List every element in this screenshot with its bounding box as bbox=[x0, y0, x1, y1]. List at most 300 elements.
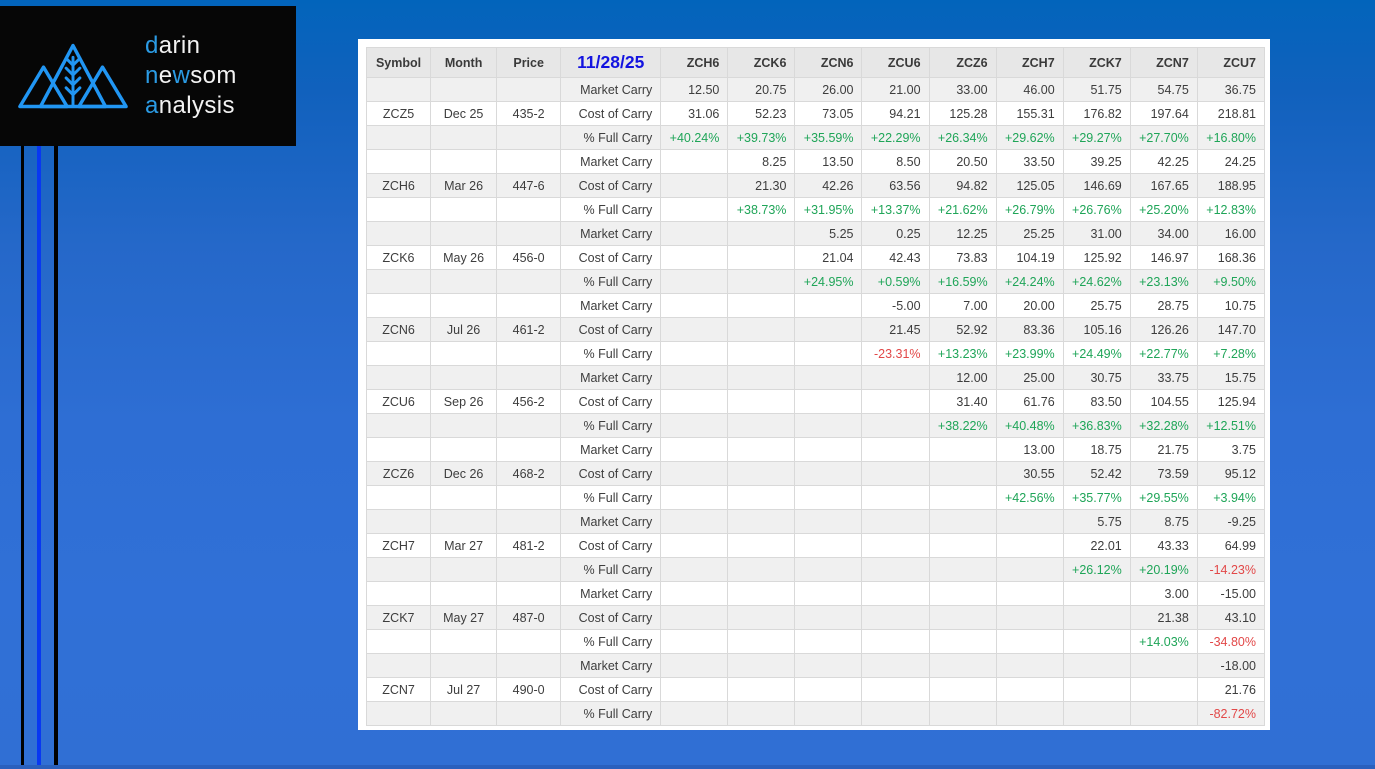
cell-value-zch6 bbox=[661, 654, 728, 678]
cell-value-zck7 bbox=[1063, 630, 1130, 654]
cell-value-zcz6 bbox=[929, 510, 996, 534]
brand-letter-d: d bbox=[145, 32, 159, 59]
cell-value-zcn6 bbox=[795, 294, 862, 318]
brand-letter-w: w bbox=[172, 62, 191, 89]
cell-value-zcz6: +16.59% bbox=[929, 270, 996, 294]
cell-price bbox=[497, 342, 561, 366]
cell-value-zcn6 bbox=[795, 342, 862, 366]
cell-value-zck6: +39.73% bbox=[728, 126, 795, 150]
cell-price bbox=[497, 654, 561, 678]
cell-symbol bbox=[367, 198, 431, 222]
column-header-price: Price bbox=[497, 48, 561, 78]
cell-value-zck7 bbox=[1063, 678, 1130, 702]
cell-value-zcn7: 197.64 bbox=[1130, 102, 1197, 126]
cell-value-zck6 bbox=[728, 270, 795, 294]
cell-row-label: Cost of Carry bbox=[561, 318, 661, 342]
table-row bbox=[367, 678, 1265, 702]
cell-value-zch6 bbox=[661, 606, 728, 630]
cell-value-zcn6 bbox=[795, 462, 862, 486]
cell-value-zch7: 155.31 bbox=[996, 102, 1063, 126]
cell-value-zcu7: +12.51% bbox=[1197, 414, 1264, 438]
cell-value-zcz6: 94.82 bbox=[929, 174, 996, 198]
cell-row-label: Market Carry bbox=[561, 438, 661, 462]
cell-value-zck6: 8.25 bbox=[728, 150, 795, 174]
cell-value-zch7: 13.00 bbox=[996, 438, 1063, 462]
cell-value-zcu7: -82.72% bbox=[1197, 702, 1264, 726]
column-header-zcz6: ZCZ6 bbox=[929, 48, 996, 78]
cell-value-zch7: 83.36 bbox=[996, 318, 1063, 342]
cell-value-zcz6: 73.83 bbox=[929, 246, 996, 270]
cell-value-zcu7: 218.81 bbox=[1197, 102, 1264, 126]
cell-value-zch6: 31.06 bbox=[661, 102, 728, 126]
cell-symbol bbox=[367, 702, 431, 726]
cell-value-zch6 bbox=[661, 150, 728, 174]
cell-value-zcn6 bbox=[795, 534, 862, 558]
brand-text: nalysis bbox=[158, 92, 235, 119]
cell-value-zcu6: +13.37% bbox=[862, 198, 929, 222]
brand-letter-n: n bbox=[145, 62, 159, 89]
cell-price bbox=[497, 198, 561, 222]
table-row bbox=[367, 150, 1265, 174]
vertical-line-blue bbox=[37, 146, 41, 766]
cell-value-zcu7: 36.75 bbox=[1197, 78, 1264, 102]
cell-value-zcu6: 94.21 bbox=[862, 102, 929, 126]
cell-value-zcu7: 15.75 bbox=[1197, 366, 1264, 390]
cell-value-zcn6 bbox=[795, 654, 862, 678]
cell-value-zcn7: 3.00 bbox=[1130, 582, 1197, 606]
cell-value-zck6 bbox=[728, 318, 795, 342]
cell-value-zch7: +42.56% bbox=[996, 486, 1063, 510]
cell-price: 481-2 bbox=[497, 534, 561, 558]
cell-symbol: ZCN7 bbox=[367, 678, 431, 702]
table-row bbox=[367, 318, 1265, 342]
cell-value-zck6: +38.73% bbox=[728, 198, 795, 222]
cell-value-zcu7: -18.00 bbox=[1197, 654, 1264, 678]
cell-value-zcz6 bbox=[929, 558, 996, 582]
cell-value-zcn7: +32.28% bbox=[1130, 414, 1197, 438]
cell-month bbox=[431, 486, 497, 510]
cell-value-zcz6 bbox=[929, 486, 996, 510]
cell-value-zcz6: 33.00 bbox=[929, 78, 996, 102]
cell-value-zck7: 125.92 bbox=[1063, 246, 1130, 270]
cell-value-zck7: 31.00 bbox=[1063, 222, 1130, 246]
cell-row-label: % Full Carry bbox=[561, 702, 661, 726]
cell-symbol bbox=[367, 150, 431, 174]
cell-value-zck7: +24.49% bbox=[1063, 342, 1130, 366]
cell-value-zcn6 bbox=[795, 414, 862, 438]
cell-value-zck6 bbox=[728, 702, 795, 726]
cell-row-label: Market Carry bbox=[561, 78, 661, 102]
cell-price bbox=[497, 366, 561, 390]
cell-symbol: ZCN6 bbox=[367, 318, 431, 342]
cell-symbol bbox=[367, 342, 431, 366]
table-row bbox=[367, 630, 1265, 654]
cell-month bbox=[431, 294, 497, 318]
cell-value-zch7 bbox=[996, 558, 1063, 582]
cell-value-zcu6 bbox=[862, 462, 929, 486]
cell-value-zch7: 25.00 bbox=[996, 366, 1063, 390]
column-header-zcu6: ZCU6 bbox=[862, 48, 929, 78]
cell-value-zch6 bbox=[661, 678, 728, 702]
cell-row-label: % Full Carry bbox=[561, 126, 661, 150]
table-row bbox=[367, 342, 1265, 366]
cell-value-zcn7: 73.59 bbox=[1130, 462, 1197, 486]
table-header-row bbox=[367, 48, 1265, 78]
cell-value-zcz6 bbox=[929, 630, 996, 654]
cell-month bbox=[431, 198, 497, 222]
cell-value-zcn6 bbox=[795, 678, 862, 702]
cell-value-zcu6 bbox=[862, 702, 929, 726]
cell-value-zcz6 bbox=[929, 654, 996, 678]
cell-value-zck7: +26.76% bbox=[1063, 198, 1130, 222]
cell-value-zck7: +24.62% bbox=[1063, 270, 1130, 294]
cell-value-zch6 bbox=[661, 486, 728, 510]
cell-symbol: ZCK7 bbox=[367, 606, 431, 630]
cell-month bbox=[431, 366, 497, 390]
cell-value-zck6 bbox=[728, 246, 795, 270]
cell-row-label: Cost of Carry bbox=[561, 390, 661, 414]
cell-price bbox=[497, 414, 561, 438]
cell-value-zck6 bbox=[728, 678, 795, 702]
cell-row-label: % Full Carry bbox=[561, 486, 661, 510]
cell-value-zcu7: 95.12 bbox=[1197, 462, 1264, 486]
cell-value-zck7: 51.75 bbox=[1063, 78, 1130, 102]
cell-value-zcu7: +16.80% bbox=[1197, 126, 1264, 150]
cell-symbol bbox=[367, 222, 431, 246]
cell-value-zck6 bbox=[728, 534, 795, 558]
cell-row-label: Cost of Carry bbox=[561, 102, 661, 126]
cell-month bbox=[431, 342, 497, 366]
cell-value-zch6 bbox=[661, 366, 728, 390]
cell-value-zcu6 bbox=[862, 438, 929, 462]
cell-value-zck6 bbox=[728, 390, 795, 414]
cell-value-zch7: +24.24% bbox=[996, 270, 1063, 294]
cell-value-zcu7: 16.00 bbox=[1197, 222, 1264, 246]
cell-value-zch7 bbox=[996, 630, 1063, 654]
cell-month bbox=[431, 78, 497, 102]
cell-row-label: Market Carry bbox=[561, 294, 661, 318]
column-header-month: Month bbox=[431, 48, 497, 78]
cell-value-zck7 bbox=[1063, 582, 1130, 606]
cell-value-zch6 bbox=[661, 702, 728, 726]
table-row bbox=[367, 414, 1265, 438]
table-row bbox=[367, 294, 1265, 318]
cell-value-zcn6: 73.05 bbox=[795, 102, 862, 126]
cell-value-zch6 bbox=[661, 438, 728, 462]
cell-value-zcu6: +22.29% bbox=[862, 126, 929, 150]
cell-value-zcn7: 21.38 bbox=[1130, 606, 1197, 630]
cell-value-zck7 bbox=[1063, 654, 1130, 678]
cell-month: Jul 26 bbox=[431, 318, 497, 342]
cell-value-zch6: +40.24% bbox=[661, 126, 728, 150]
mountains-wheat-icon bbox=[14, 41, 132, 111]
cell-month: Mar 26 bbox=[431, 174, 497, 198]
cell-value-zcn6: +24.95% bbox=[795, 270, 862, 294]
table-row bbox=[367, 558, 1265, 582]
table-row bbox=[367, 390, 1265, 414]
cell-value-zcn6 bbox=[795, 390, 862, 414]
cell-symbol bbox=[367, 366, 431, 390]
cell-value-zck7: 22.01 bbox=[1063, 534, 1130, 558]
cell-value-zck7: 18.75 bbox=[1063, 438, 1130, 462]
table-row bbox=[367, 582, 1265, 606]
cell-month: Mar 27 bbox=[431, 534, 497, 558]
cell-value-zcn7: +29.55% bbox=[1130, 486, 1197, 510]
cell-price bbox=[497, 582, 561, 606]
cell-value-zcn7: +14.03% bbox=[1130, 630, 1197, 654]
cell-value-zcn7: 8.75 bbox=[1130, 510, 1197, 534]
cell-value-zcn6 bbox=[795, 486, 862, 510]
vertical-line-black-left bbox=[21, 146, 24, 766]
column-header-zcu7: ZCU7 bbox=[1197, 48, 1264, 78]
cell-row-label: % Full Carry bbox=[561, 630, 661, 654]
cell-value-zck6 bbox=[728, 438, 795, 462]
brand-line-1 bbox=[145, 31, 237, 61]
table-row bbox=[367, 78, 1265, 102]
cell-value-zch6 bbox=[661, 198, 728, 222]
table-row bbox=[367, 486, 1265, 510]
cell-value-zch7: +23.99% bbox=[996, 342, 1063, 366]
cell-value-zch7 bbox=[996, 702, 1063, 726]
cell-value-zck6: 21.30 bbox=[728, 174, 795, 198]
cell-value-zcu7: 168.36 bbox=[1197, 246, 1264, 270]
cell-value-zch6 bbox=[661, 462, 728, 486]
cell-value-zck7: 105.16 bbox=[1063, 318, 1130, 342]
cell-symbol bbox=[367, 126, 431, 150]
cell-value-zck7: 83.50 bbox=[1063, 390, 1130, 414]
cell-value-zcn6: 5.25 bbox=[795, 222, 862, 246]
column-header-zcn7: ZCN7 bbox=[1130, 48, 1197, 78]
cell-value-zck7: +29.27% bbox=[1063, 126, 1130, 150]
cell-value-zck6 bbox=[728, 366, 795, 390]
cell-month: Jul 27 bbox=[431, 678, 497, 702]
cell-month bbox=[431, 702, 497, 726]
cell-value-zch7 bbox=[996, 582, 1063, 606]
brand-logo bbox=[0, 6, 296, 146]
cell-price: 461-2 bbox=[497, 318, 561, 342]
cell-value-zcn6: 42.26 bbox=[795, 174, 862, 198]
cell-value-zcn7: 104.55 bbox=[1130, 390, 1197, 414]
cell-value-zck6 bbox=[728, 294, 795, 318]
cell-value-zcz6: 12.00 bbox=[929, 366, 996, 390]
cell-value-zch7: 46.00 bbox=[996, 78, 1063, 102]
cell-value-zck6 bbox=[728, 222, 795, 246]
cell-month bbox=[431, 558, 497, 582]
cell-value-zcu6: 63.56 bbox=[862, 174, 929, 198]
cell-value-zcn7: 34.00 bbox=[1130, 222, 1197, 246]
cell-price bbox=[497, 78, 561, 102]
cell-value-zcu6: +0.59% bbox=[862, 270, 929, 294]
table-row bbox=[367, 102, 1265, 126]
cell-value-zcu7: -9.25 bbox=[1197, 510, 1264, 534]
cell-value-zcn6 bbox=[795, 630, 862, 654]
cell-value-zch7: 61.76 bbox=[996, 390, 1063, 414]
cell-value-zcu6 bbox=[862, 678, 929, 702]
table-row bbox=[367, 510, 1265, 534]
cell-symbol: ZCZ6 bbox=[367, 462, 431, 486]
cell-symbol bbox=[367, 582, 431, 606]
table-row bbox=[367, 246, 1265, 270]
table-row bbox=[367, 654, 1265, 678]
cell-value-zcn6: 21.04 bbox=[795, 246, 862, 270]
cell-value-zcn6 bbox=[795, 438, 862, 462]
cell-value-zcu6 bbox=[862, 510, 929, 534]
cell-value-zcn7: 43.33 bbox=[1130, 534, 1197, 558]
cell-symbol bbox=[367, 438, 431, 462]
cell-value-zcn7: 167.65 bbox=[1130, 174, 1197, 198]
cell-value-zcn7: 28.75 bbox=[1130, 294, 1197, 318]
cell-value-zcn7: 146.97 bbox=[1130, 246, 1197, 270]
cell-value-zcn6 bbox=[795, 702, 862, 726]
cell-symbol bbox=[367, 630, 431, 654]
cell-value-zck6 bbox=[728, 486, 795, 510]
cell-symbol: ZCH7 bbox=[367, 534, 431, 558]
table-row bbox=[367, 462, 1265, 486]
cell-value-zcz6 bbox=[929, 702, 996, 726]
cell-value-zch7: +29.62% bbox=[996, 126, 1063, 150]
cell-value-zcn6 bbox=[795, 510, 862, 534]
column-header-zck6: ZCK6 bbox=[728, 48, 795, 78]
cell-value-zch7: 30.55 bbox=[996, 462, 1063, 486]
cell-value-zcu7: 147.70 bbox=[1197, 318, 1264, 342]
cell-value-zcu6 bbox=[862, 390, 929, 414]
cell-value-zcz6 bbox=[929, 438, 996, 462]
cell-value-zcz6: +38.22% bbox=[929, 414, 996, 438]
cell-value-zcu6 bbox=[862, 534, 929, 558]
cell-value-zcu7: 24.25 bbox=[1197, 150, 1264, 174]
cell-row-label: Market Carry bbox=[561, 654, 661, 678]
cell-price: 447-6 bbox=[497, 174, 561, 198]
column-header-zch7: ZCH7 bbox=[996, 48, 1063, 78]
cell-price: 468-2 bbox=[497, 462, 561, 486]
cell-value-zck6: 20.75 bbox=[728, 78, 795, 102]
cell-value-zcn7: 21.75 bbox=[1130, 438, 1197, 462]
cell-value-zch6 bbox=[661, 510, 728, 534]
cell-value-zcu7: 125.94 bbox=[1197, 390, 1264, 414]
cell-value-zch7 bbox=[996, 678, 1063, 702]
cell-value-zck7: 30.75 bbox=[1063, 366, 1130, 390]
cell-month: May 26 bbox=[431, 246, 497, 270]
cell-value-zcn6 bbox=[795, 366, 862, 390]
cell-value-zcu7: +12.83% bbox=[1197, 198, 1264, 222]
cell-month: Sep 26 bbox=[431, 390, 497, 414]
cell-symbol bbox=[367, 558, 431, 582]
cell-value-zcn7 bbox=[1130, 702, 1197, 726]
cell-value-zcn6 bbox=[795, 318, 862, 342]
cell-row-label: Cost of Carry bbox=[561, 462, 661, 486]
cell-price: 456-2 bbox=[497, 390, 561, 414]
cell-value-zcu7: 21.76 bbox=[1197, 678, 1264, 702]
table-row bbox=[367, 198, 1265, 222]
cell-value-zcz6: 20.50 bbox=[929, 150, 996, 174]
cell-value-zck7: 25.75 bbox=[1063, 294, 1130, 318]
cell-value-zcu6 bbox=[862, 606, 929, 630]
cell-value-zch6 bbox=[661, 318, 728, 342]
cell-value-zck6 bbox=[728, 606, 795, 630]
cell-value-zcn7: 126.26 bbox=[1130, 318, 1197, 342]
cell-symbol bbox=[367, 78, 431, 102]
cell-price bbox=[497, 294, 561, 318]
cell-value-zcz6 bbox=[929, 582, 996, 606]
cell-value-zck6 bbox=[728, 462, 795, 486]
cell-value-zcn7: +25.20% bbox=[1130, 198, 1197, 222]
cell-value-zcn6: +35.59% bbox=[795, 126, 862, 150]
cell-price bbox=[497, 510, 561, 534]
cell-value-zck6 bbox=[728, 342, 795, 366]
cell-value-zck6 bbox=[728, 558, 795, 582]
cell-value-zcu6 bbox=[862, 582, 929, 606]
cell-value-zck6 bbox=[728, 510, 795, 534]
cell-value-zcn7 bbox=[1130, 678, 1197, 702]
cell-value-zcn7 bbox=[1130, 654, 1197, 678]
cell-month bbox=[431, 222, 497, 246]
column-header-zcn6: ZCN6 bbox=[795, 48, 862, 78]
table-row bbox=[367, 174, 1265, 198]
cell-value-zck7: 146.69 bbox=[1063, 174, 1130, 198]
cell-value-zcu7: +3.94% bbox=[1197, 486, 1264, 510]
cell-month bbox=[431, 654, 497, 678]
cell-value-zch6 bbox=[661, 558, 728, 582]
cell-symbol bbox=[367, 270, 431, 294]
cell-value-zch7 bbox=[996, 606, 1063, 630]
cell-row-label: % Full Carry bbox=[561, 342, 661, 366]
cell-value-zcu7: +7.28% bbox=[1197, 342, 1264, 366]
cell-value-zcu6: -23.31% bbox=[862, 342, 929, 366]
cell-value-zcn6: 13.50 bbox=[795, 150, 862, 174]
cell-value-zck7: 52.42 bbox=[1063, 462, 1130, 486]
cell-symbol: ZCH6 bbox=[367, 174, 431, 198]
cell-value-zcu6: 21.45 bbox=[862, 318, 929, 342]
cell-value-zck7: 176.82 bbox=[1063, 102, 1130, 126]
cell-month: May 27 bbox=[431, 606, 497, 630]
cell-value-zcu6: 8.50 bbox=[862, 150, 929, 174]
brand-line-2 bbox=[145, 61, 237, 91]
brand-name bbox=[145, 31, 237, 121]
cell-value-zch6: 12.50 bbox=[661, 78, 728, 102]
cell-value-zcn6 bbox=[795, 606, 862, 630]
brand-line-3 bbox=[145, 91, 237, 121]
cell-value-zch6 bbox=[661, 222, 728, 246]
cell-price bbox=[497, 126, 561, 150]
carry-table-sheet bbox=[358, 39, 1270, 730]
cell-price bbox=[497, 486, 561, 510]
brand-text: som bbox=[190, 62, 237, 89]
cell-value-zcu7: -34.80% bbox=[1197, 630, 1264, 654]
cell-value-zcn7: 54.75 bbox=[1130, 78, 1197, 102]
cell-value-zcn7: 42.25 bbox=[1130, 150, 1197, 174]
table-row bbox=[367, 366, 1265, 390]
cell-month bbox=[431, 438, 497, 462]
cell-value-zcu6: 21.00 bbox=[862, 78, 929, 102]
cell-value-zcu7: 10.75 bbox=[1197, 294, 1264, 318]
cell-month bbox=[431, 630, 497, 654]
cell-month bbox=[431, 510, 497, 534]
cell-value-zch7: 104.19 bbox=[996, 246, 1063, 270]
cell-row-label: Market Carry bbox=[561, 510, 661, 534]
brand-letter-a: a bbox=[145, 92, 159, 119]
cell-price: 435-2 bbox=[497, 102, 561, 126]
cell-value-zcu6 bbox=[862, 630, 929, 654]
cell-symbol: ZCK6 bbox=[367, 246, 431, 270]
cell-value-zcz6: 52.92 bbox=[929, 318, 996, 342]
cell-value-zch7 bbox=[996, 510, 1063, 534]
cell-row-label: Market Carry bbox=[561, 150, 661, 174]
table-row bbox=[367, 270, 1265, 294]
table-row bbox=[367, 702, 1265, 726]
cell-row-label: % Full Carry bbox=[561, 270, 661, 294]
cell-value-zck6: 52.23 bbox=[728, 102, 795, 126]
cell-value-zck7: +35.77% bbox=[1063, 486, 1130, 510]
